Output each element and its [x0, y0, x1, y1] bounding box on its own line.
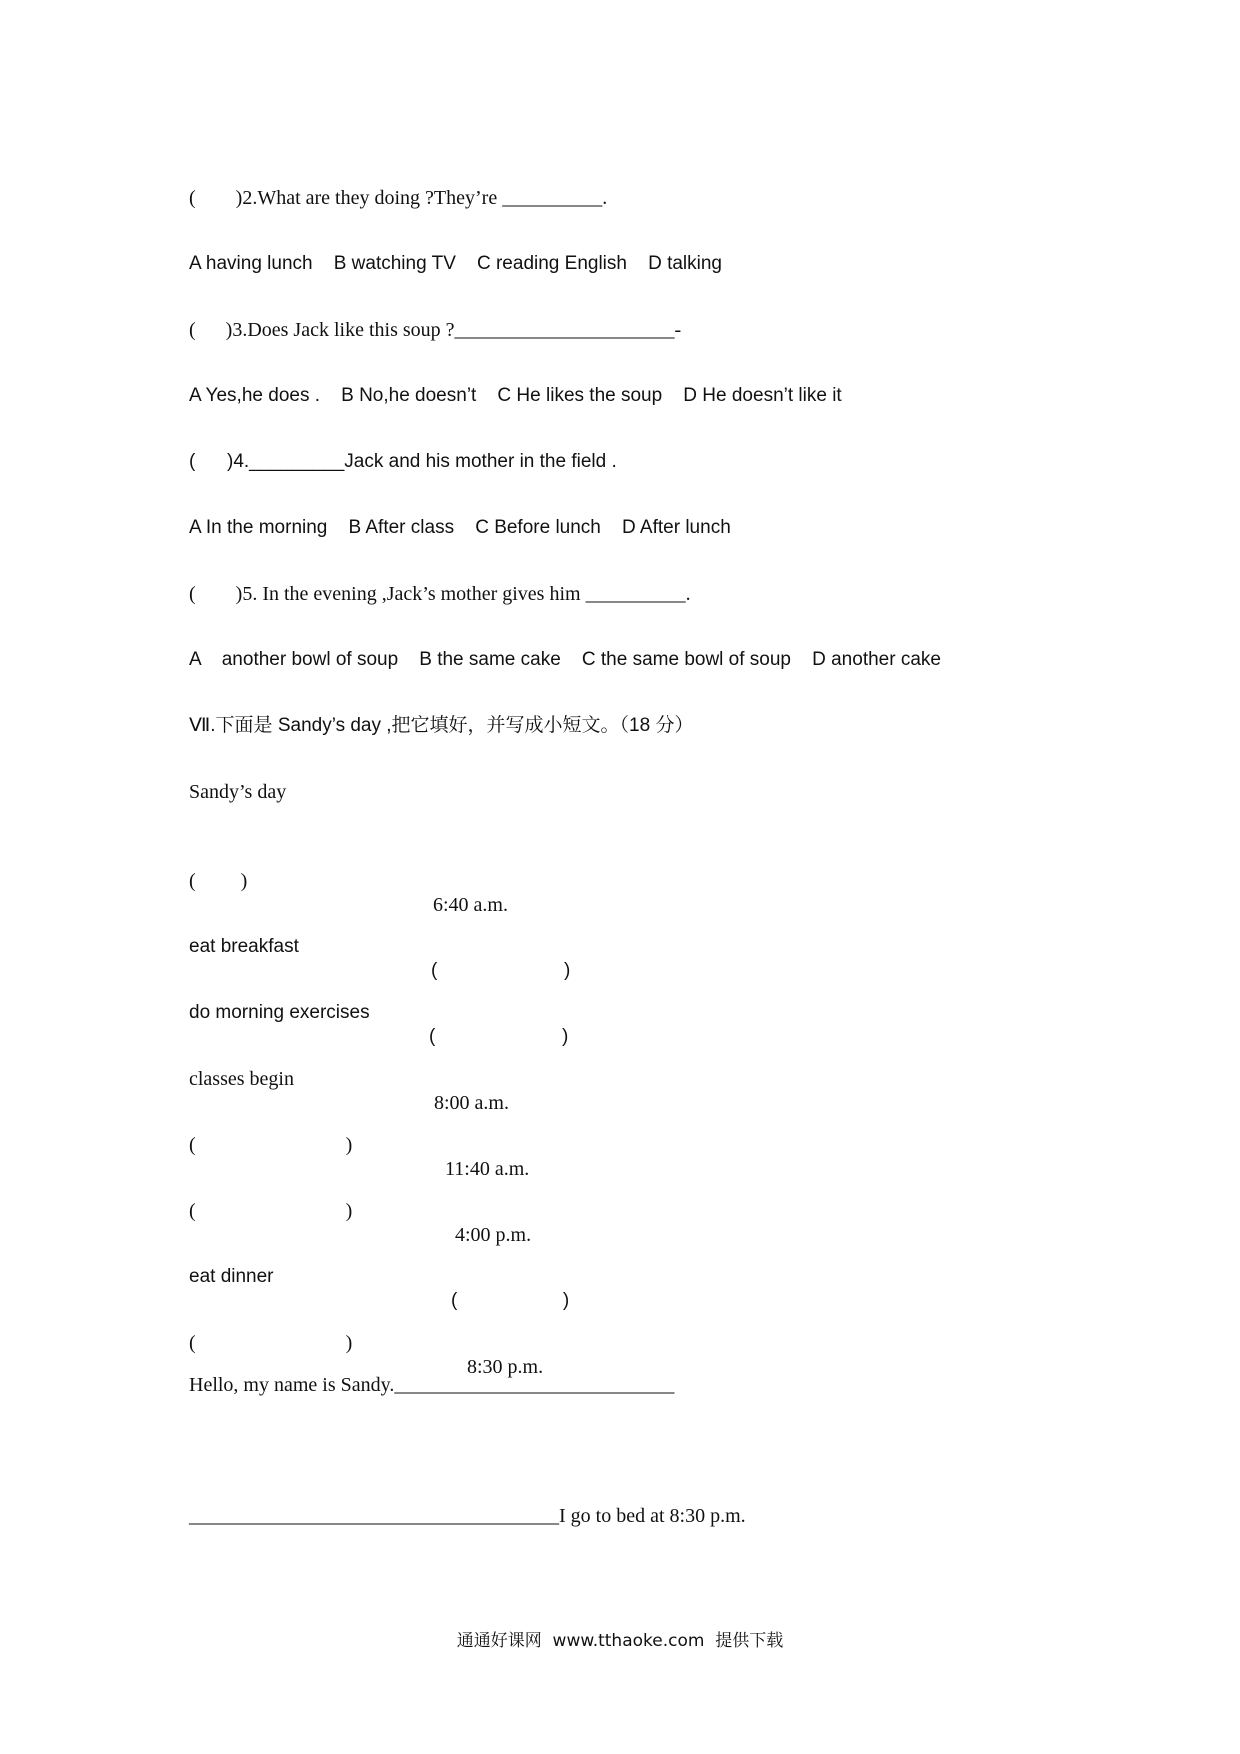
schedule-time: ( ) — [451, 1290, 570, 1311]
composition-end: _____________________________________I go to bed at 8:30 p.m. — [189, 1505, 746, 1527]
section-7-heading: Ⅶ.下面是 Sandy’s day ,把它填好，并写成小短文。（18 分） — [189, 715, 694, 736]
question-4: ( )4._________Jack and his mother in the field . — [189, 451, 617, 472]
schedule-activity: eat dinner — [189, 1266, 274, 1287]
schedule-time: 11:40 a.m. — [445, 1158, 530, 1180]
schedule-activity: ( ) — [189, 870, 248, 892]
question-3-options: A Yes,he does . B No,he doesn’t C He likes the soup D He doesn’t like it — [189, 385, 842, 406]
page-footer: 通通好课网 www.tthaoke.com 提供下载 — [456, 1631, 784, 1651]
question-2-options: A having lunch B watching TV C reading English D talking — [189, 253, 722, 274]
question-4-options: A In the morning B After class C Before lunch D After lunch — [189, 517, 731, 538]
schedule-time: ( ) — [429, 1026, 569, 1047]
composition-start: Hello, my name is Sandy.____________________________ — [189, 1374, 675, 1396]
schedule-activity: ( ) — [189, 1332, 353, 1354]
schedule-activity: ( ) — [189, 1134, 353, 1156]
section-7-title: Sandy’s day — [189, 781, 287, 803]
question-2: ( )2.What are they doing ?They’re __________. — [189, 187, 608, 209]
schedule-activity: classes begin — [189, 1068, 294, 1090]
schedule-time: ( ) — [431, 960, 571, 981]
schedule-time: 4:00 p.m. — [455, 1224, 532, 1246]
schedule-activity: ( ) — [189, 1200, 353, 1222]
schedule-time: 8:00 a.m. — [434, 1092, 509, 1114]
question-3: ( )3.Does Jack like this soup ?______________________- — [189, 319, 682, 341]
schedule-activity: do morning exercises — [189, 1002, 370, 1023]
question-5: ( )5. In the evening ,Jack’s mother gives him __________. — [189, 583, 691, 605]
question-5-options: A another bowl of soup B the same cake C the same bowl of soup D another cake — [189, 649, 941, 670]
schedule-time: 8:30 p.m. — [467, 1356, 544, 1378]
schedule-time: 6:40 a.m. — [433, 894, 508, 916]
schedule-activity: eat breakfast — [189, 936, 299, 957]
